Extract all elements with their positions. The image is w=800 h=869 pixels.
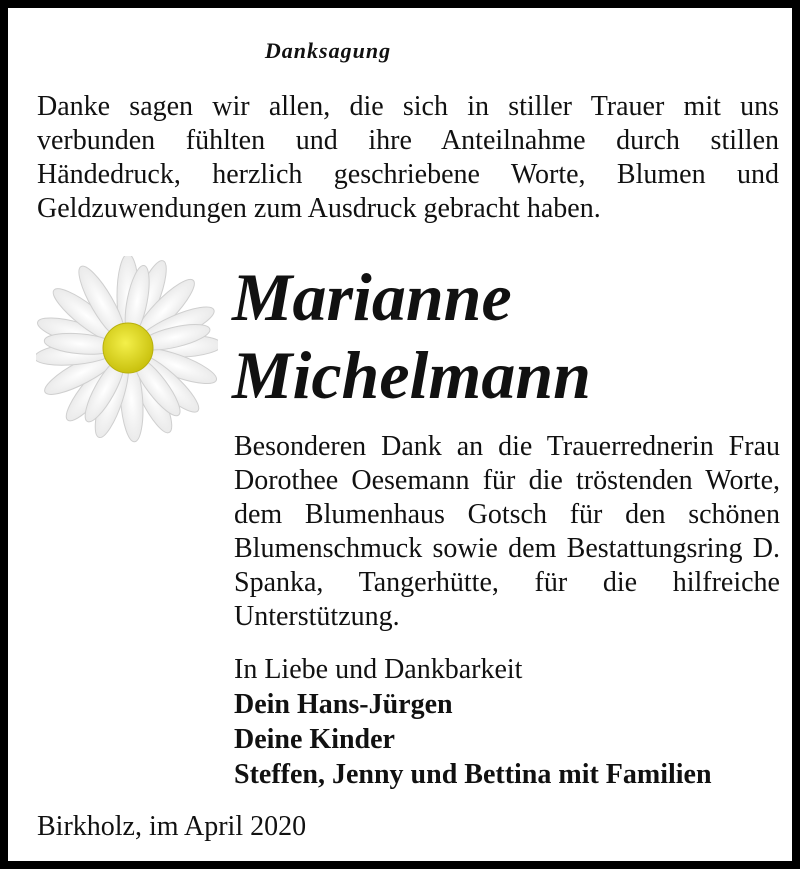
place-date: Birkholz, im April 2020 bbox=[37, 811, 307, 842]
intro-text: Danke sagen wir allen, die sich in stiller Trauer mit uns verbunden fühlten und ihre Anteilnahme durch stillen Händedruck, herzlich geschriebene Worte, Blumen und Geldzuwendungen zum Ausdruck gebracht haben. bbox=[37, 91, 779, 224]
special-thanks-text: Besonderen Dank an die Trauerrednerin Frau Dorothee Oesemann für die tröstenden Worte, dem Blumenhaus Gotsch für den schönen Blumenschmuck sowie dem Bestattungsring D. Spanka, Tangerhütte, für die hilfreiche Unterstützung. bbox=[234, 431, 780, 632]
deceased-name bbox=[232, 258, 782, 414]
notice-heading: Danksagung bbox=[264, 38, 392, 63]
closing-line: In Liebe und Dankbarkeit bbox=[234, 654, 523, 685]
deceased-last-name: Michelmann bbox=[232, 337, 591, 413]
signature-block bbox=[234, 652, 794, 792]
signer-line: Dein Hans-Jürgen bbox=[234, 689, 453, 720]
signer-line: Deine Kinder bbox=[234, 724, 395, 755]
deceased-first-name: Marianne bbox=[232, 259, 512, 335]
signer-line: Steffen, Jenny und Bettina mit Familien bbox=[234, 759, 712, 790]
daisy-icon bbox=[36, 256, 218, 446]
